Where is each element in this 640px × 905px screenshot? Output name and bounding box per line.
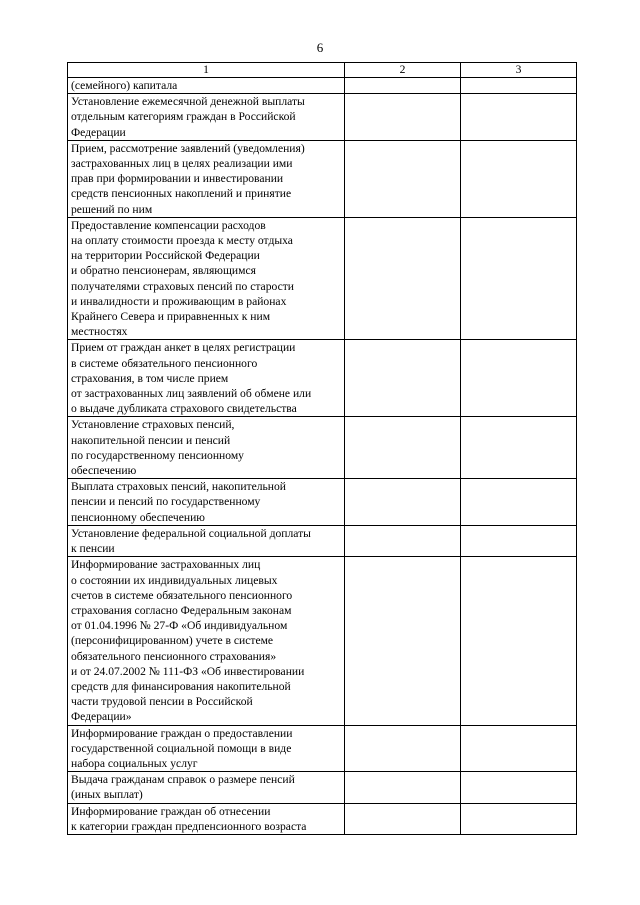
service-name-line: государственной социальной помощи в виде [71,741,292,755]
service-name-line: средств для финансирования накопительной [71,679,291,693]
col-3-cell [461,557,577,725]
service-name-line: Информирование граждан об отнесении [71,804,271,818]
col-2-cell [345,525,461,556]
service-name-cell [68,725,345,772]
col-2-cell [345,94,461,141]
service-name-cell [68,340,345,417]
service-name-line: от застрахованных лиц заявлений об обмене или [71,387,312,401]
table-row [68,340,577,417]
service-name-line: отдельным категориям граждан в Российской [71,110,296,124]
service-name-line: и инвалидности и проживающим в районах [71,294,287,308]
service-name-line: Установление федеральной социальной доплаты [71,526,311,540]
col-3-cell [461,417,577,479]
service-name-line: (персонифицированном) учете в системе [71,634,274,648]
service-name-line: прав при формировании и инвестировании [71,172,284,186]
service-name-line: пенсии и пенсий по государственному [71,495,261,509]
table-header [68,63,577,78]
service-name-line: Крайнего Севера и приравненных к ним [71,310,271,324]
col-2-cell [345,803,461,834]
table-row [68,140,577,217]
col-2-cell [345,417,461,479]
service-name-line: получателями страховых пенсий по старости [71,279,294,293]
service-name-line: (иных выплат) [71,788,143,802]
service-name-cell [68,140,345,217]
col-3-cell [461,340,577,417]
table-row [68,78,577,94]
col-2-cell [345,479,461,526]
service-name-line: обеспечению [71,464,137,478]
service-name-line: к пенсии [71,542,115,556]
service-name-line: на территории Российской Федерации [71,249,260,263]
service-name-line: и от 24.07.2002 № 111-ФЗ «Об инвестировании [71,664,305,678]
service-name-line: на оплату стоимости проезда к месту отдыха [71,234,293,248]
service-name-line: набора социальных услуг [71,756,198,770]
table-row [68,417,577,479]
service-name-line: от 01.04.1996 № 27-Ф «Об индивидуальном [71,619,288,633]
header-col-1: 1 [68,63,345,78]
col-3-cell [461,725,577,772]
col-3-cell [461,772,577,803]
col-2-cell [345,140,461,217]
header-row [68,63,577,78]
table-row [68,479,577,526]
service-name-cell [68,417,345,479]
service-name-cell [68,525,345,556]
service-name-cell [68,479,345,526]
service-name-line: (семейного) капитала [71,79,178,92]
table-row [68,557,577,725]
col-2-cell [345,772,461,803]
service-name-line: о выдаче дубликата страхового свидетельства [71,402,297,416]
service-name-line: к категории граждан предпенсионного возраста [71,819,307,833]
table-row [68,94,577,141]
col-3-cell [461,78,577,94]
table-body [68,78,577,835]
col-2-cell [345,217,461,340]
service-name-line: и обратно пенсионерам, являющимся [71,264,256,278]
table-row [68,725,577,772]
service-name-line: Прием от граждан анкет в целях регистрации [71,341,296,355]
service-name-line: счетов в системе обязательного пенсионного [71,588,293,602]
service-name-cell [68,772,345,803]
service-name-line: Предоставление компенсации расходов [71,218,266,232]
table-row [68,772,577,803]
service-name-line: средств пенсионных накоплений и принятие [71,187,292,201]
service-name-line: обязательного пенсионного страхования» [71,649,277,663]
col-3-cell [461,525,577,556]
service-name-line: Информирование застрахованных лиц [71,558,261,572]
service-name-cell [68,78,345,94]
service-name-line: страхования согласно Федеральным законам [71,603,292,617]
service-name-line: по государственному пенсионному [71,448,244,462]
service-name-line: местностях [71,325,128,339]
header-col-3: 3 [461,63,577,78]
service-name-line: страхования, в том числе прием [71,371,229,385]
col-3-cell [461,217,577,340]
service-name-line: накопительной пенсии и пенсий [71,433,231,447]
table-row [68,217,577,340]
service-name-line: Выдача гражданам справок о размере пенсий [71,773,295,787]
service-name-cell [68,557,345,725]
service-name-line: Информирование граждан о предоставлении [71,726,293,740]
service-name-line: Установление ежемесячной денежной выплаты [71,95,305,109]
service-name-line: Выплата страховых пенсий, накопительной [71,480,287,494]
col-3-cell [461,479,577,526]
col-2-cell [345,725,461,772]
table-row [68,803,577,834]
col-3-cell [461,140,577,217]
service-name-line: Федерации» [71,710,132,724]
service-name-cell [68,803,345,834]
service-name-line: Федерации [71,125,126,139]
col-2-cell [345,557,461,725]
service-name-line: о состоянии их индивидуальных лицевых [71,573,278,587]
service-name-line: застрахованных лиц в целях реализации ими [71,157,293,171]
service-name-line: Прием, рассмотрение заявлений (уведомления) [71,141,305,155]
service-name-line: в системе обязательного пенсионного [71,356,258,370]
col-2-cell [345,78,461,94]
page-number: 6 [316,40,324,55]
col-3-cell [461,94,577,141]
service-name-line: решений по ним [71,202,153,216]
service-name-line: Установление страховых пенсий, [71,418,235,432]
col-3-cell [461,803,577,834]
service-name-line: пенсионному обеспечению [71,510,205,524]
header-col-2: 2 [345,63,461,78]
service-name-cell [68,217,345,340]
col-2-cell [345,340,461,417]
table-row [68,525,577,556]
service-name-cell [68,94,345,141]
services-table [67,62,577,835]
service-name-line: части трудовой пенсии в Российской [71,695,253,709]
